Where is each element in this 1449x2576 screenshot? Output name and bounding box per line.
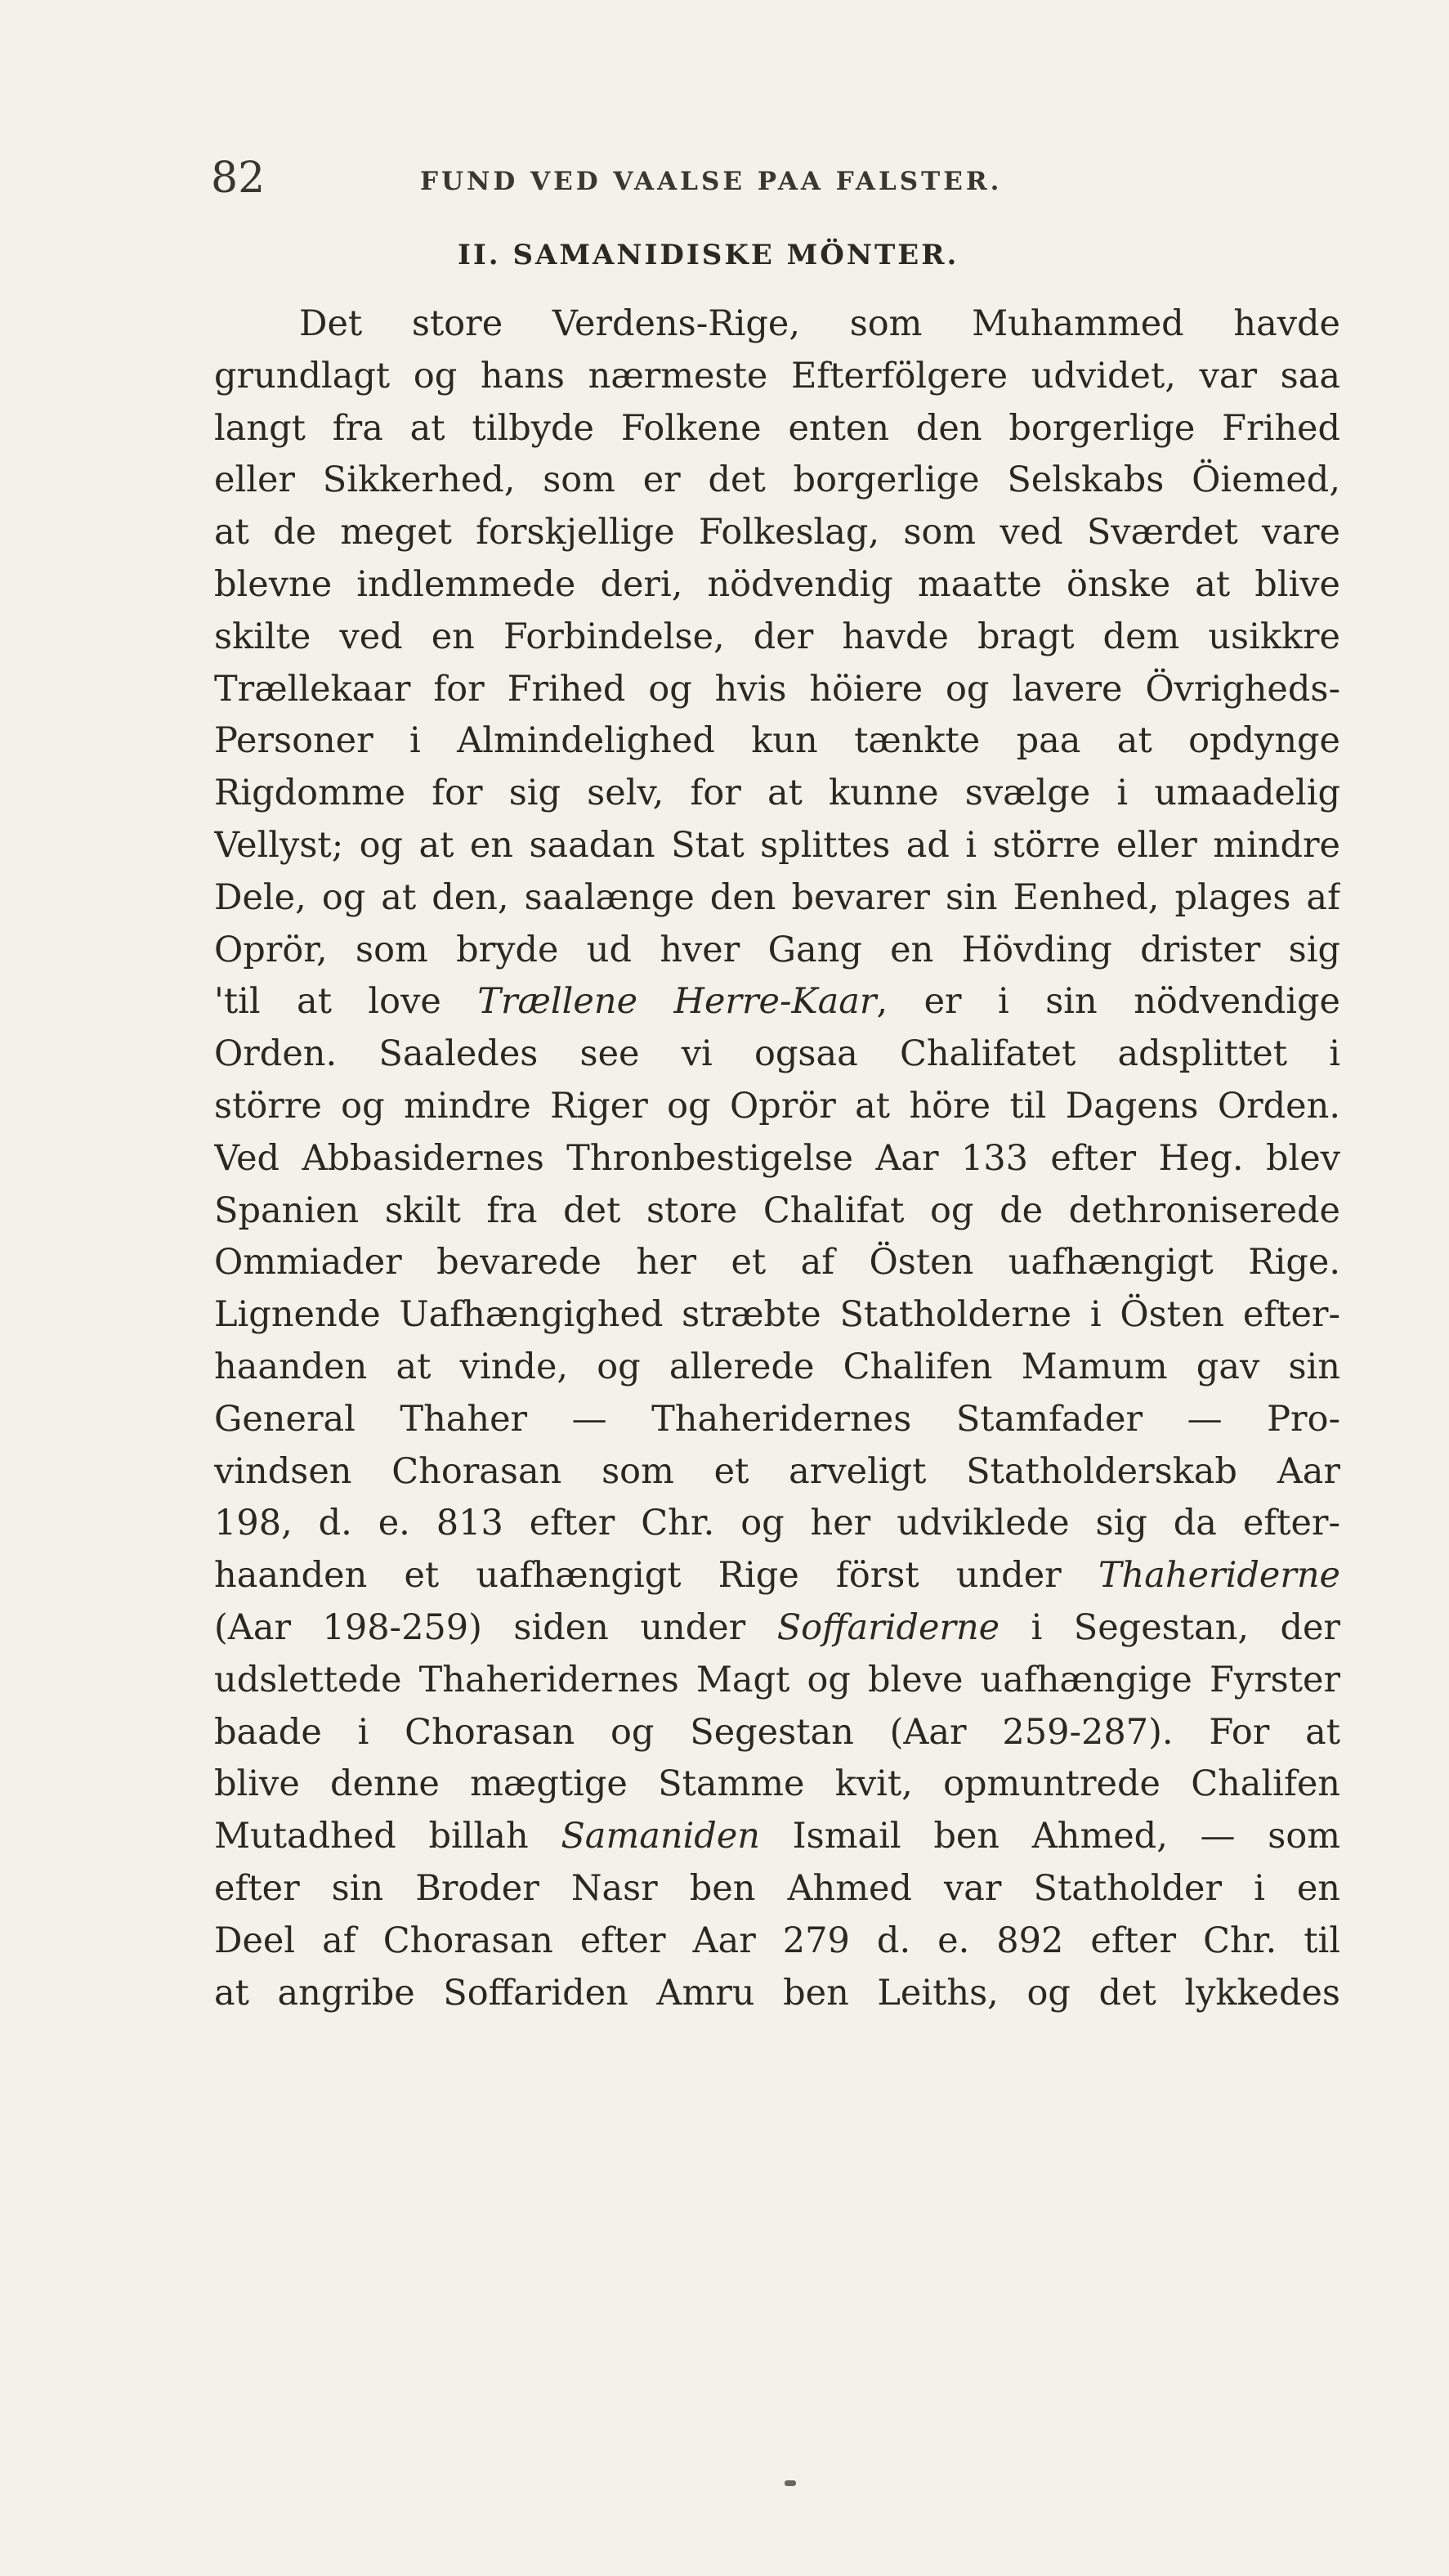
page-number: 82 [211, 154, 266, 203]
text-line: Rigdomme for sig selv, for at kunne svælge i umaadelig [214, 773, 1340, 814]
text-line: Vellyst; og at en saadan Stat splittes ad i större eller mindre [214, 824, 1340, 866]
text-line: at angribe Soffariden Amru ben Leiths, og det lykkedes [214, 1972, 1340, 2014]
text-line: grundlagt og hans nærmeste Efterfölgere udvidet, var saa [214, 355, 1340, 396]
text-line: langt fra at tilbyde Folkene enten den borgerlige Frihed [214, 407, 1340, 449]
text-line: Dele, og at den, saalænge den bevarer sin Eenhed, plages af [214, 876, 1340, 918]
text-line: Spanien skilt fra det store Chalifat og de dethroniserede [214, 1189, 1340, 1231]
text-line: större og mindre Riger og Oprör at höre til Dagens Orden. [214, 1085, 1340, 1127]
text-run: 'til at love [214, 981, 478, 1023]
italic-phrase: Thaheriderne [1098, 1555, 1340, 1597]
text-line: Deel af Chorasan efter Aar 279 d. e. 892 efter Chr. til [214, 1920, 1340, 1961]
section-title: II. SAMANIDISKE MÖNTER. [458, 239, 959, 271]
text-run: Ismail ben Ahmed, — som [759, 1816, 1340, 1857]
text-line: blevne indlemmede deri, nödvendig maatte önske at blive [214, 563, 1340, 605]
text-run: (Aar 198-259) siden under [214, 1606, 777, 1648]
text-line [214, 1811, 1340, 1863]
text-line: efter sin Broder Nasr ben Ahmed var Statholder i en [214, 1867, 1340, 1909]
text-run: , er i sin nödvendige [876, 981, 1340, 1023]
text-line [214, 1602, 1340, 1655]
running-title: FUND VED VAALSE PAA FALSTER. [420, 167, 1003, 196]
text-line: Lignende Uafhængighed stræbte Statholderne i Östen efter- [214, 1294, 1340, 1336]
text-run: Mutadhed billah [214, 1816, 561, 1857]
text-line: Oprör, som bryde ud hver Gang en Hövding drister sig [214, 929, 1340, 970]
text-line [214, 1550, 1340, 1602]
italic-phrase: Soffariderne [776, 1606, 1000, 1648]
italic-phrase: Trællene Herre-Kaar [477, 981, 877, 1023]
ink-speck [785, 2480, 796, 2486]
text-line: udslettede Thaheridernes Magt og bleve uafhængige Fyrster [214, 1659, 1340, 1700]
italic-phrase: Samaniden [561, 1816, 760, 1857]
text-line: Personer i Almindelighed kun tænkte paa at opdynge [214, 720, 1340, 762]
text-line: vindsen Chorasan som et arveligt Statholderskab Aar [214, 1450, 1340, 1492]
text-line: blive denne mægtige Stamme kvit, opmuntrede Chalifen [214, 1763, 1340, 1805]
text-line [214, 976, 1340, 1028]
body-text [214, 298, 1340, 2019]
text-line: General Thaher — Thaheridernes Stamfader — Pro- [214, 1398, 1340, 1440]
text-run: i Segestan, der [1000, 1606, 1340, 1648]
text-line: Ommiader bevarede her et af Östen uafhængigt Rige. [214, 1242, 1340, 1284]
text-line: haanden at vinde, og allerede Chalifen Mamum gav sin [214, 1346, 1340, 1387]
text-line: eller Sikkerhed, som er det borgerlige Selskabs Öiemed, [214, 459, 1340, 501]
text-line: Det store Verdens-Rige, som Muhammed havde [299, 303, 1340, 344]
text-line: at de meget forskjellige Folkeslag, som ved Sværdet vare [214, 512, 1340, 553]
text-line: baade i Chorasan og Segestan (Aar 259-287). For at [214, 1711, 1340, 1753]
text-line: Trællekaar for Frihed og hvis höiere og lavere Övrigheds- [214, 668, 1340, 710]
text-line: 198, d. e. 813 efter Chr. og her udviklede sig da efter- [214, 1503, 1340, 1544]
text-line: skilte ved en Forbindelse, der havde bragt dem usikkre [214, 616, 1340, 657]
text-line: Ved Abbasidernes Thronbestigelse Aar 133 efter Heg. blev [214, 1137, 1340, 1179]
text-line: Orden. Saaledes see vi ogsaa Chalifatet adsplittet i [214, 1033, 1340, 1075]
text-run: haanden et uafhængigt Rige först under [214, 1555, 1098, 1597]
